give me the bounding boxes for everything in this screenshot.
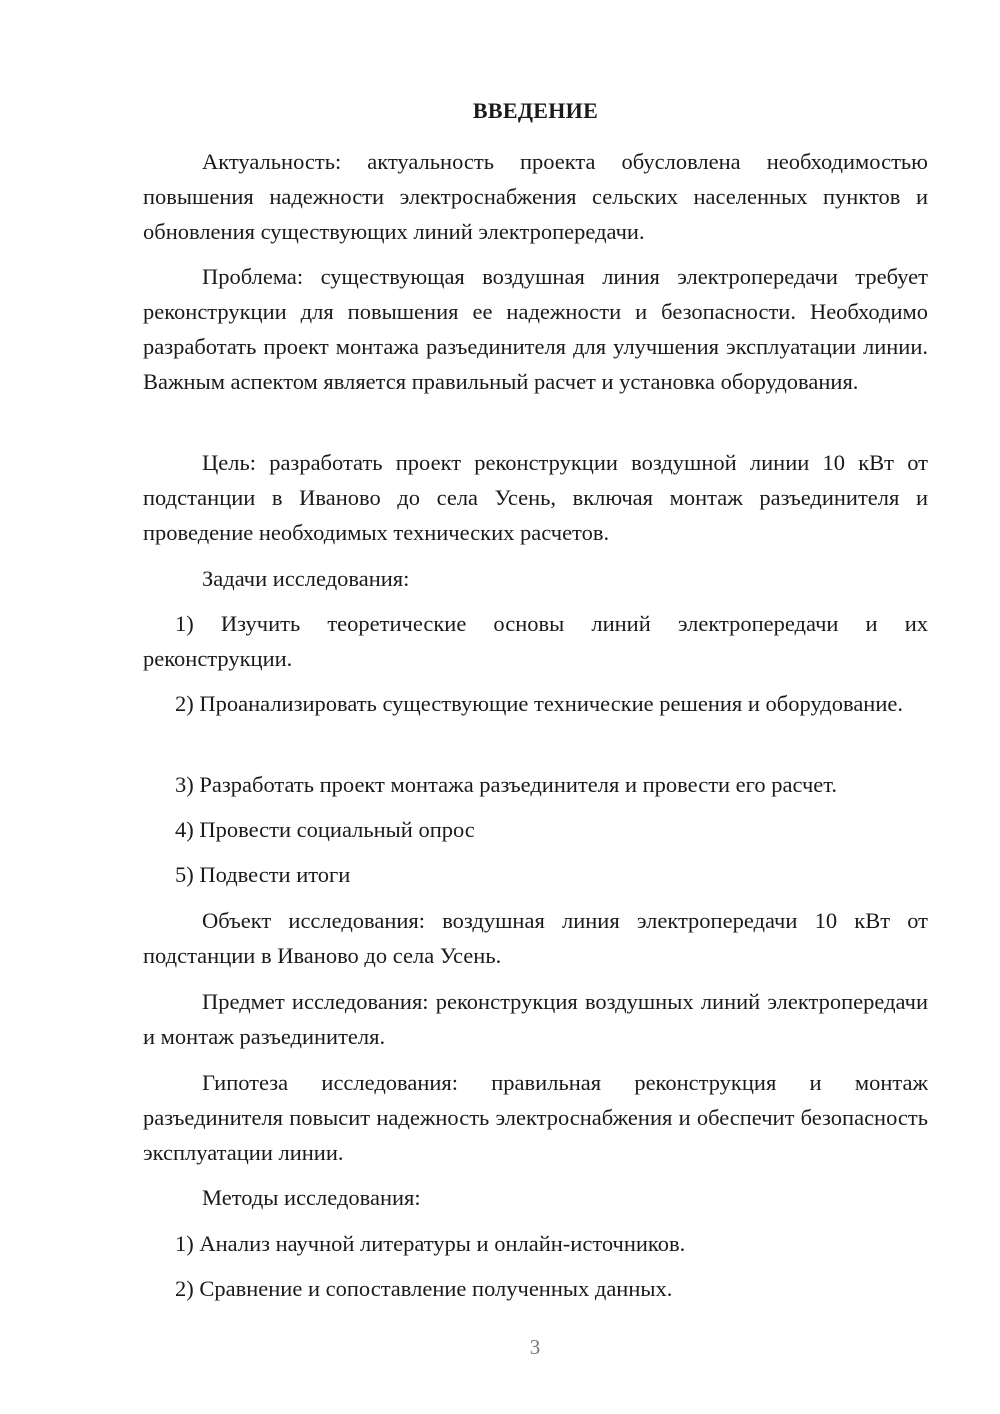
problem-paragraph: Проблема: существующая воздушная линия электропередачи требует реконструкции для повышения ее надежности и безопасности. Необходимо разработать проект монтажа разъединителя для улучшения эксплуатации линии. Важным аспектом является правильный расчет и установка оборудования.	[143, 264, 928, 394]
task-item-1: 1) Изучить теоретические основы линий электропередачи и их реконструкции.	[143, 611, 928, 671]
goal-paragraph: Цель: разработать проект реконструкции воздушной линии 10 кВт от подстанции в Иваново до села Усень, включая монтаж разъединителя и проведение необходимых технических расчетов.	[143, 450, 928, 545]
task-item-3: 3) Разработать проект монтажа разъединителя и провести его расчет.	[175, 772, 838, 797]
section-heading: ВВЕДЕНИЕ	[472, 98, 599, 123]
task-item-4: 4) Провести социальный опрос	[175, 817, 475, 842]
object-paragraph: Объект исследования: воздушная линия электропередачи 10 кВт от подстанции в Иваново до села Усень.	[143, 908, 928, 968]
method-item-1: 1) Анализ научной литературы и онлайн-источников.	[175, 1231, 686, 1256]
task-item-2: 2) Проанализировать существующие технические решения и оборудование.	[175, 691, 903, 716]
hypothesis-paragraph: Гипотеза исследования: правильная реконструкция и монтаж разъединителя повысит надежность электроснабжения и обеспечит безопасность эксплуатации линии.	[143, 1070, 928, 1165]
page-number: 3	[529, 1335, 541, 1359]
task-item-5: 5) Подвести итоги	[175, 862, 351, 887]
methods-title: Методы исследования:	[202, 1185, 421, 1210]
tasks-title: Задачи исследования:	[202, 566, 410, 591]
method-item-2: 2) Сравнение и сопоставление полученных данных.	[175, 1276, 673, 1301]
relevance-paragraph: Актуальность: актуальность проекта обусловлена необходимостью повышения надежности электроснабжения сельских населенных пунктов и обновления существующих линий электропередачи.	[143, 149, 928, 244]
subject-paragraph: Предмет исследования: реконструкция воздушных линий электропередачи и монтаж разъединителя.	[143, 989, 928, 1049]
